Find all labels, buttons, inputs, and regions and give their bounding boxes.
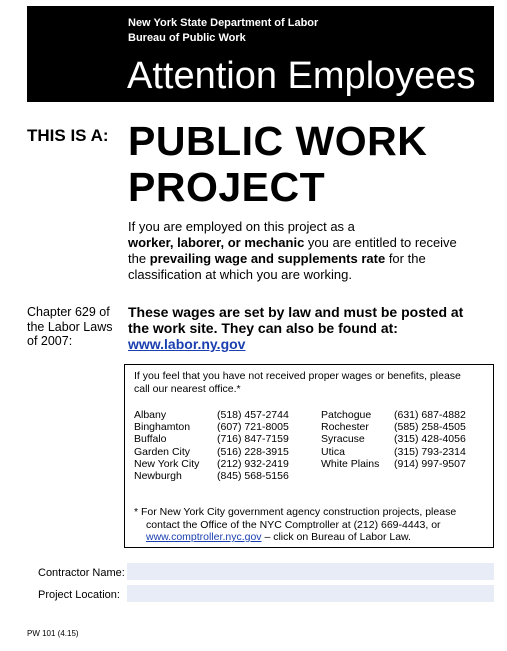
office-city: Utica	[321, 445, 345, 458]
office-city: Patchogue	[321, 409, 372, 421]
intro-bold-2: prevailing wage and supplements rate	[149, 251, 386, 266]
intro-text-2: you are entitled to receive the	[128, 235, 457, 266]
office-city: Newburgh	[134, 469, 182, 482]
left-phones-column	[217, 409, 289, 482]
wages-statement	[128, 304, 478, 352]
office-phone: (914) 997-9507	[394, 457, 466, 470]
office-city: Rochester	[321, 421, 369, 434]
intro-text-1: If you are employed on this project as a	[128, 219, 355, 234]
office-phone: (315) 428-4056	[394, 433, 466, 446]
bureau-name: Bureau of Public Work	[128, 32, 246, 44]
page-title	[128, 118, 427, 210]
office-phone: (631) 687-4882	[394, 409, 466, 421]
office-phone: (315) 793-2314	[394, 445, 466, 458]
attention-heading: Attention Employees	[127, 55, 476, 97]
offices-intro: If you feel that you have not received proper wages or benefits, please call our nearest office.*	[134, 370, 461, 395]
wages-text: These wages are set by law and must be posted at the work site. They can also be found at:	[128, 304, 464, 336]
left-cities-column	[134, 409, 199, 482]
office-phone: (585) 258-4505	[394, 421, 466, 434]
intro-text-3: for the classification at which you are working.	[128, 251, 426, 282]
right-cities-column	[321, 409, 379, 470]
office-phone: (607) 721-8005	[217, 421, 289, 434]
office-city: Buffalo	[134, 433, 167, 446]
intro-paragraph	[128, 219, 468, 283]
note-line-1: * For New York City government agency construction projects, please	[134, 506, 457, 518]
comptroller-link[interactable]: www.comptroller.nyc.gov	[146, 531, 262, 543]
office-city: Albany	[134, 409, 167, 421]
title-line-2: PROJECT	[128, 164, 326, 210]
agency-name: New York State Department of Labor	[128, 17, 319, 29]
note-line-2: contact the Office of the NYC Comptroller at (212) 669-4443, or	[146, 518, 441, 531]
right-phones-column	[394, 409, 466, 470]
office-city: Garden City	[134, 445, 191, 458]
agency-block	[128, 16, 318, 46]
header-banner	[27, 6, 494, 102]
office-phone: (516) 228-3915	[217, 445, 289, 458]
project-location-field[interactable]	[127, 585, 494, 602]
office-city: Syracuse	[321, 433, 365, 446]
chapter-note: Chapter 629 of the Labor Laws of 2007:	[27, 305, 113, 348]
form-id: PW 101 (4.15)	[27, 629, 79, 638]
this-is-label: THIS IS A:	[27, 126, 109, 145]
intro-bold-1: worker, laborer, or mechanic	[128, 235, 305, 250]
offices-box	[124, 364, 494, 548]
office-city: Binghamton	[134, 421, 191, 434]
office-phone: (845) 568-5156	[217, 469, 289, 482]
office-phone: (212) 932-2419	[217, 457, 289, 470]
note-line-3: – click on Bureau of Labor Law.	[261, 531, 411, 543]
office-city: White Plains	[321, 457, 380, 470]
contractor-name-label: Contractor Name:	[38, 567, 125, 579]
note-line-2-wrap	[134, 519, 484, 544]
labor-website-link[interactable]: www.labor.ny.gov	[128, 336, 246, 352]
office-phone: (716) 847-7159	[217, 433, 289, 446]
office-phone: (518) 457-2744	[217, 409, 289, 421]
title-line-1: PUBLIC WORK	[128, 118, 428, 164]
project-location-label: Project Location:	[38, 589, 120, 601]
office-city: New York City	[134, 457, 200, 470]
contractor-name-field[interactable]	[127, 563, 494, 580]
nyc-footnote	[134, 506, 484, 544]
